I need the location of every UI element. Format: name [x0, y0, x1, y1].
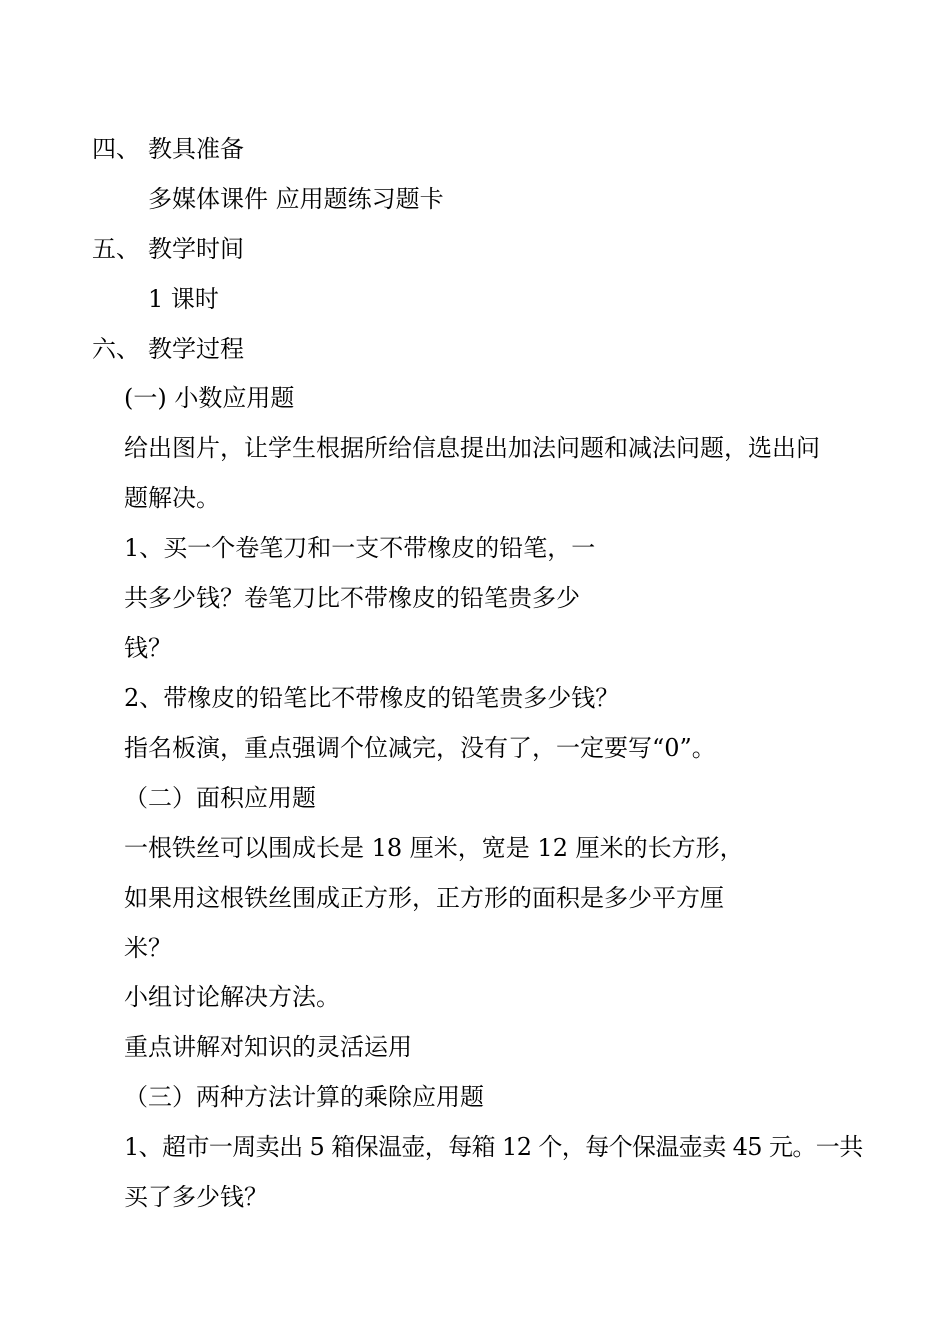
section-4-heading [92, 134, 244, 164]
part-1-question-1-line: 共多少钱？卷笔刀比不带橡皮的铅笔贵多少 [124, 584, 580, 612]
part-1-question-1-line: 1、买一个卷笔刀和一支不带橡皮的铅笔，一 [124, 534, 596, 562]
part-3-question-1-line: 买了多少钱？ [124, 1183, 268, 1211]
part-2-problem-line: 一根铁丝可以围成长是 18 厘米，宽是 12 厘米的长方形， [124, 834, 744, 862]
part-1-question-1-line: 钱？ [124, 634, 172, 662]
part-1-question-2: 2、带橡皮的铅笔比不带橡皮的铅笔贵多少钱？ [124, 684, 620, 712]
part-1-intro-line: 题解决。 [124, 484, 220, 512]
part-1-note: 指名板演，重点强调个位减完，没有了，一定要写“0”。 [124, 734, 716, 762]
section-5-heading [92, 234, 244, 264]
section-6-heading [92, 334, 244, 364]
part-2-heading: （二）面积应用题 [124, 784, 316, 812]
part-1-intro-line: 给出图片，让学生根据所给信息提出加法问题和减法问题，选出问 [124, 434, 820, 462]
part-1-heading: (一) 小数应用题 [124, 384, 295, 412]
part-3-question-1-line: 1、超市一周卖出 5 箱保温壶，每箱 12 个，每个保温壶卖 45 元。一共 [124, 1133, 863, 1161]
part-3-heading: （三）两种方法计算的乘除应用题 [124, 1083, 484, 1111]
section-5-content: 1 课时 [148, 285, 219, 313]
part-2-discuss: 小组讨论解决方法。 [124, 983, 340, 1011]
part-2-problem-line: 如果用这根铁丝围成正方形，正方形的面积是多少平方厘 [124, 884, 724, 912]
part-2-problem-line: 米？ [124, 934, 172, 962]
section-title: 教具准备 [148, 135, 244, 163]
section-title: 教学过程 [148, 335, 244, 363]
section-number: 六、 [92, 335, 140, 363]
section-4-content: 多媒体课件 应用题练习题卡 [148, 185, 444, 213]
part-2-focus: 重点讲解对知识的灵活运用 [124, 1033, 412, 1061]
section-number: 四、 [92, 135, 140, 163]
section-number: 五、 [92, 235, 140, 263]
section-title: 教学时间 [148, 235, 244, 263]
